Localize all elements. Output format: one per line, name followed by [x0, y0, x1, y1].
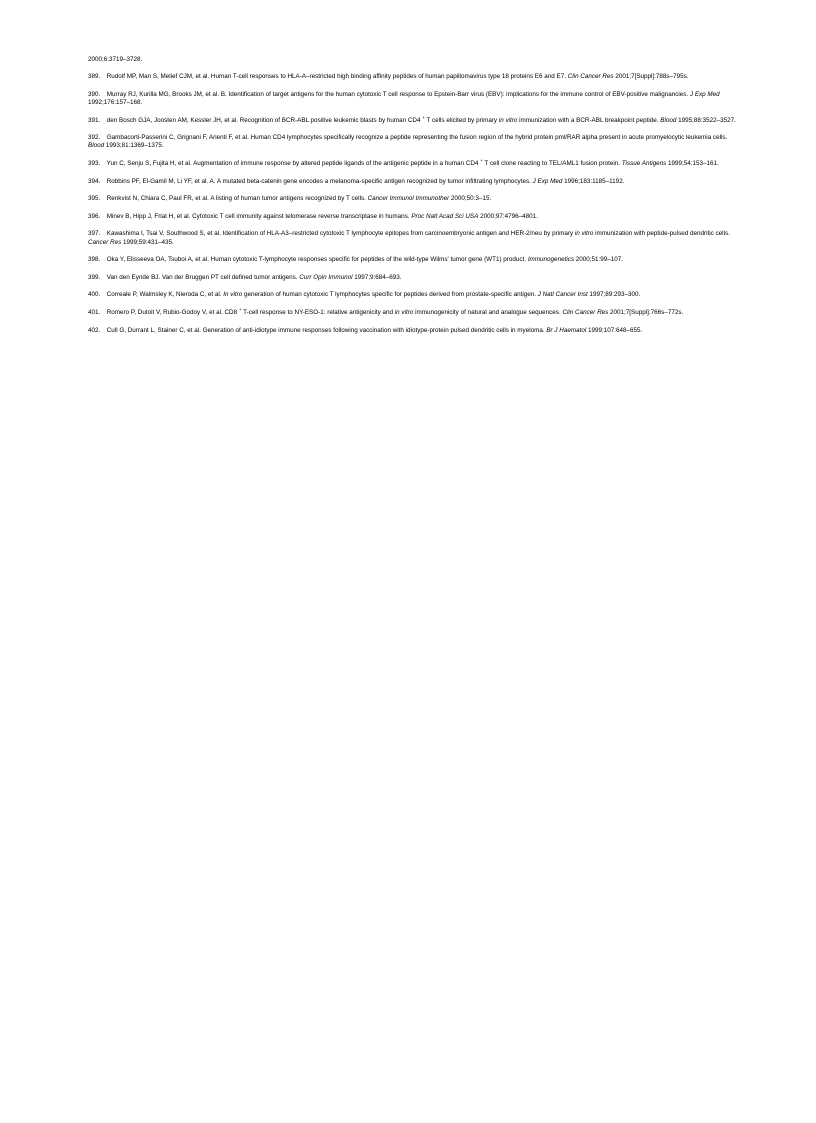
reference-392: 392. Gambacorti-Passerini C, Grignani F, Arienti F, et al. Human CD4 lymphocytes specifically recognize a peptide representing the fusion region of the hybrid protein pml/RAR alpha present in acute promyelocytic leukemia cells. Blood 1993;81:1369–1375. [88, 134, 728, 150]
reference-list [88, 56, 738, 344]
reference-394: 394. Robbins PF, El-Gamil M, Li YF, et al. A. A mutated beta-catenin gene encodes a melanoma-specific antigen recognized by tumor infiltrating lymphocytes. J Exp Med 1996;183:1185–1192. [88, 177, 625, 185]
carryover-line: 2000;6:3719–3728. [88, 56, 143, 63]
reference-395: 395. Renkvist N, Chiara C, Paul FR, et al. A listing of human tumor antigens recognized by T cells. Cancer Immunol Immunother 2000;50:3–15. [88, 195, 492, 203]
reference-396: 396. Minev B, Hipp J, Friat H, et al. Cytotoxic T cell immunity against telomerase reverse transcriptase in humans. Proc Natl Acad Sci USA 2000;97:4796–4801. [88, 212, 538, 220]
reference-402: 402. Cull G, Durrant L, Stainer C, et al. Generation of anti-idiotype immune responses following vaccination with idiotype-protein pulsed dendritic cells in myeloma. Br J Haematol 1999;107:648–655. [88, 326, 643, 334]
reference-391: 391. den Bosch GJA, Joosten AM, Kessler JH, et al. Recognition of BCR-ABL positive leukemic blasts by human CD4 + T cells elicited by primary in vitro immunization with a BCR-ABL breakpoint peptide. Blood 1995;88:3522–3527. [88, 114, 736, 124]
reference-397: 397. Kawashima I, Tsai V, Southwood S, et al. Identification of HLA-A3–restricted cytotoxic T lymphocyte epitopes from carcinoembryonic antigen and HER-2/neu by primary in vitro immunization with peptide-pulsed dendritic cells. Cancer Res 1999;59:431–435. [88, 230, 730, 246]
reference-393: 393. Yun C, Senju S, Fujita H, et al. Augmentation of immune response by altered peptide ligands of the antigenic peptide in a human CD4 + T cell clone reacting to TEL/AML1 fusion protein. Tissue Antigens 1999;54:153–161. [88, 157, 719, 167]
reference-400: 400. Correale P, Walmsley K, Nieroda C, et al. In vitro generation of human cytotoxic T lymphocytes specific for peptides derived from prostate-specific antigen. J Natl Cancer Inst 1997;89:293–300. [88, 291, 641, 299]
reference-401: 401. Romero P, Dutoit V, Rubio-Godoy V, et al. CD8 + T-cell response to NY-ESO-1: relative antigenicity and in vitro immunogenicity of natural and analogue sequences. Clin Cancer Res 2001;7[Suppl]:766s–772s. [88, 306, 684, 316]
reference-389: 389. Rudolf MP, Man S, Melief CJM, et al. Human T-cell responses to HLA-A–restricted high binding affinity peptides of human papillomavirus type 18 proteins E6 and E7. Clin Cancer Res 2001;7[Suppl]:788s–795s. [88, 73, 689, 81]
reference-399: 399. Van den Eynde BJ. Van der Bruggen PT cell defined tumor antigens. Curr Opin Immunol 1997;9:684–693. [88, 273, 402, 281]
reference-398: 398. Oka Y, Elisseeva OA, Tsuboi A, et al. Human cytotoxic T-lymphocyte responses specific for peptides of the wild-type Wilms' tumor gene (WT1) product. Immunogenetics 2000;51:99–107. [88, 256, 624, 264]
reference-390: 390. Murray RJ, Kurilla MG, Brooks JM, et al. B. Identification of target antigens for the human cytotoxic T cell response to Epstein-Barr virus (EBV): implications for the immune control of EBV-positive malignancies. J Exp Med 1992;176:157–168. [88, 90, 720, 106]
